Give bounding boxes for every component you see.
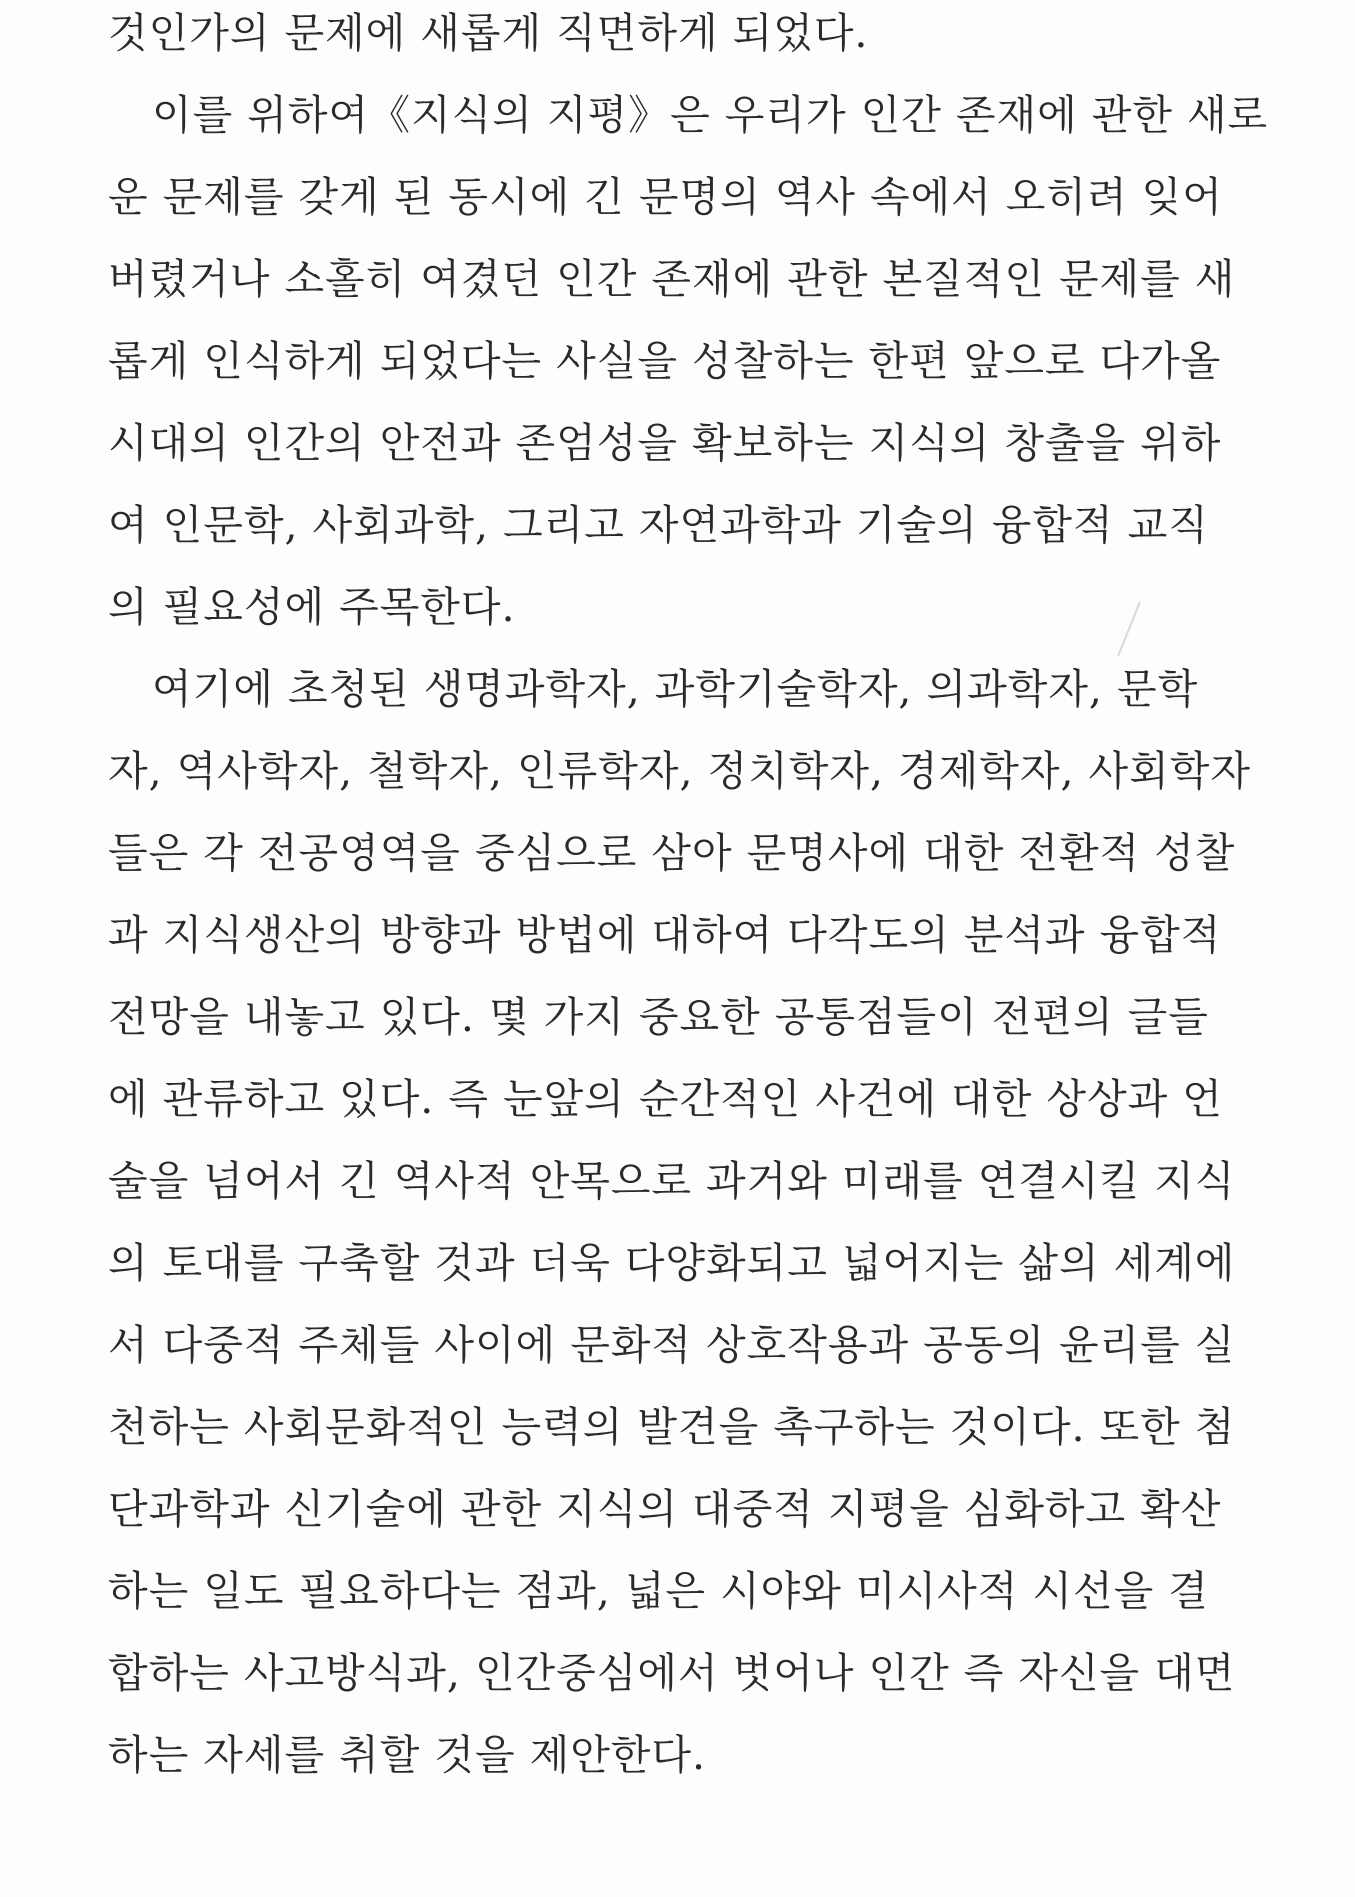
text-line: 것인가의 문제에 새롭게 직면하게 되었다. — [108, 9, 869, 57]
text-line: 술을 넘어서 긴 역사적 안목으로 과거와 미래를 연결시킬 지식 — [108, 1157, 1236, 1205]
text-line: 시대의 인간의 안전과 존엄성을 확보하는 지식의 창출을 위하 — [108, 419, 1222, 467]
text-line: 의 필요성에 주목한다. — [108, 583, 516, 631]
text-line: 하는 일도 필요하다는 점과, 넓은 시야와 미시사적 시선을 결 — [108, 1567, 1209, 1615]
text-line: 전망을 내놓고 있다. 몇 가지 중요한 공통점들이 전편의 글들 — [108, 993, 1209, 1041]
text-line: 여 인문학, 사회과학, 그리고 자연과학과 기술의 융합적 교직 — [108, 501, 1209, 549]
text-line: 서 다중적 주체들 사이에 문화적 상호작용과 공동의 윤리를 실 — [108, 1321, 1236, 1369]
text-line: 들은 각 전공영역을 중심으로 삼아 문명사에 대한 전환적 성찰 — [108, 829, 1236, 877]
text-line: 롭게 인식하게 되었다는 사실을 성찰하는 한편 앞으로 다가올 — [108, 337, 1222, 385]
text-line: 이를 위하여《지식의 지평》은 우리가 인간 존재에 관한 새로 — [152, 91, 1269, 139]
text-line: 천하는 사회문화적인 능력의 발견을 촉구하는 것이다. 또한 첨 — [108, 1403, 1236, 1451]
text-line: 여기에 초청된 생명과학자, 과학기술학자, 의과학자, 문학 — [152, 665, 1199, 713]
text-line: 자, 역사학자, 철학자, 인류학자, 정치학자, 경제학자, 사회학자 — [108, 747, 1251, 795]
text-line: 에 관류하고 있다. 즉 눈앞의 순간적인 사건에 대한 상상과 언 — [108, 1075, 1223, 1123]
text-line: 과 지식생산의 방향과 방법에 대하여 다각도의 분석과 융합적 — [108, 911, 1222, 959]
body-text — [108, 0, 1269, 1796]
text-line: 단과학과 신기술에 관한 지식의 대중적 지평을 심화하고 확산 — [108, 1485, 1222, 1533]
text-line: 하는 자세를 취할 것을 제안한다. — [108, 1731, 707, 1779]
text-line: 의 토대를 구축할 것과 더욱 다양화되고 넓어지는 삶의 세계에 — [108, 1239, 1236, 1287]
text-line: 합하는 사고방식과, 인간중심에서 벗어나 인간 즉 자신을 대면 — [108, 1649, 1236, 1697]
text-line: 운 문제를 갖게 된 동시에 긴 문명의 역사 속에서 오히려 잊어 — [108, 173, 1223, 221]
text-line: 버렸거나 소홀히 여겼던 인간 존재에 관한 본질적인 문제를 새 — [108, 255, 1236, 303]
